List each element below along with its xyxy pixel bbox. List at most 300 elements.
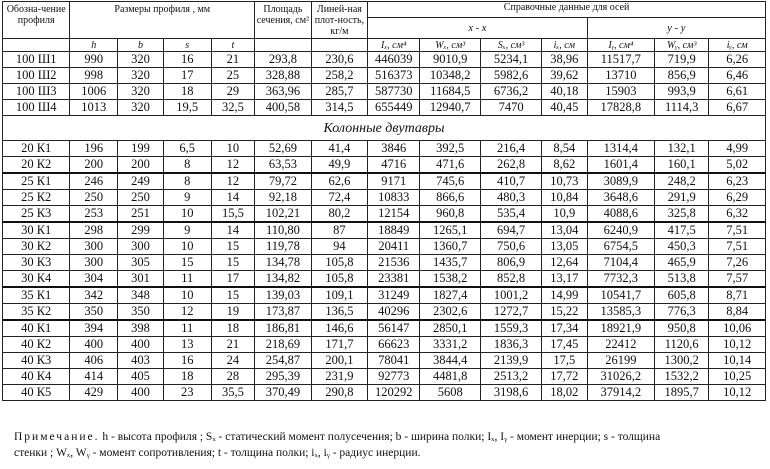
value-cell: 1265,1 [420,222,481,239]
value-cell: 11517,7 [587,52,654,68]
value-cell: 258,2 [311,68,368,84]
value-cell: 39,62 [542,68,588,84]
value-cell: 12 [211,173,255,190]
header-dims: Размеры профиля , мм [70,2,255,39]
profile-name-cell: 40 К2 [3,337,70,353]
value-cell: 92,18 [255,190,312,206]
value-cell: 852,8 [481,271,542,288]
header-blank-area [255,39,312,52]
profile-name-cell: 30 К2 [3,239,70,255]
value-cell: 320 [118,68,164,84]
value-cell: 15,5 [211,206,255,223]
value-cell: 403 [118,353,164,369]
value-cell: 10,12 [709,385,766,401]
header-axis-y: y - y [587,18,765,39]
value-cell: 251 [118,206,164,223]
value-cell: 32,5 [211,100,255,116]
value-cell: 78041 [368,353,420,369]
table-row [3,304,766,321]
value-cell: 305 [118,255,164,271]
value-cell: 250 [118,190,164,206]
value-cell: 1272,7 [481,304,542,321]
value-cell: 119,78 [255,239,312,255]
value-cell: 139,03 [255,287,312,304]
profile-name-cell: 100 Ш2 [3,68,70,84]
value-cell: 398 [118,320,164,337]
header-h: h [70,39,118,52]
value-cell: 370,49 [255,385,312,401]
value-cell: 1827,4 [420,287,481,304]
value-cell: 417,5 [655,222,709,239]
table-row [3,385,766,401]
value-cell: 12940,7 [420,100,481,116]
value-cell: 5608 [420,385,481,401]
value-cell: 9171 [368,173,420,190]
value-cell: 290,8 [311,385,368,401]
value-cell: 72,4 [311,190,368,206]
value-cell: 6,23 [709,173,766,190]
table-body-k [3,141,766,401]
value-cell: 990 [70,52,118,68]
value-cell: 6,61 [709,84,766,100]
table-row [3,206,766,223]
value-cell: 120292 [368,385,420,401]
value-cell: 694,7 [481,222,542,239]
value-cell: 6,67 [709,100,766,116]
value-cell: 1435,7 [420,255,481,271]
value-cell: 7,51 [709,222,766,239]
header-blank-density [311,39,368,52]
value-cell: 856,9 [655,68,709,84]
value-cell: 513,8 [655,271,709,288]
value-cell: 960,8 [420,206,481,223]
value-cell: 262,8 [481,157,542,174]
value-cell: 134,82 [255,271,312,288]
profile-name-cell: 35 К2 [3,304,70,321]
profile-name-cell: 40 К5 [3,385,70,401]
value-cell: 31249 [368,287,420,304]
value-cell: 41,4 [311,141,368,157]
value-cell: 285,7 [311,84,368,100]
value-cell: 10541,7 [587,287,654,304]
value-cell: 18 [211,320,255,337]
value-cell: 314,5 [311,100,368,116]
table-row [3,337,766,353]
value-cell: 328,88 [255,68,312,84]
value-cell: 3844,4 [420,353,481,369]
table-row [3,157,766,174]
value-cell: 1300,2 [655,353,709,369]
value-cell: 80,2 [311,206,368,223]
value-cell: 12154 [368,206,420,223]
value-cell: 196 [70,141,118,157]
value-cell: 17,34 [542,320,588,337]
value-cell: 29 [211,84,255,100]
value-cell: 392,5 [420,141,481,157]
value-cell: 35,5 [211,385,255,401]
value-cell: 363,96 [255,84,312,100]
header-iy: iᵧ, см [709,39,766,52]
value-cell: 40,18 [542,84,588,100]
value-cell: 18,02 [542,385,588,401]
value-cell: 134,78 [255,255,312,271]
table-row [3,353,766,369]
table-row [3,239,766,255]
header-b: b [118,39,164,52]
value-cell: 320 [118,84,164,100]
value-cell: 1314,4 [587,141,654,157]
value-cell: 12 [163,304,211,321]
value-cell: 246 [70,173,118,190]
value-cell: 350 [70,304,118,321]
value-cell: 109,1 [311,287,368,304]
value-cell: 304 [70,271,118,288]
profile-name-cell: 30 К1 [3,222,70,239]
value-cell: 16 [163,353,211,369]
value-cell: 1836,3 [481,337,542,353]
value-cell: 40,45 [542,100,588,116]
value-cell: 293,8 [255,52,312,68]
section-row-body [3,116,766,141]
value-cell: 5982,6 [481,68,542,84]
value-cell: 230,6 [311,52,368,68]
value-cell: 400 [70,337,118,353]
value-cell: 325,8 [655,206,709,223]
value-cell: 16 [163,52,211,68]
value-cell: 8 [163,173,211,190]
table-row [3,369,766,385]
value-cell: 7104,4 [587,255,654,271]
value-cell: 587730 [368,84,420,100]
value-cell: 5,02 [709,157,766,174]
value-cell: 231,9 [311,369,368,385]
value-cell: 17 [163,68,211,84]
value-cell: 94 [311,239,368,255]
value-cell: 146,6 [311,320,368,337]
value-cell: 105,8 [311,271,368,288]
value-cell: 300 [118,239,164,255]
value-cell: 465,9 [655,255,709,271]
value-cell: 6754,5 [587,239,654,255]
value-cell: 136,5 [311,304,368,321]
table-row [3,287,766,304]
value-cell: 14,99 [542,287,588,304]
value-cell: 400 [118,385,164,401]
value-cell: 92773 [368,369,420,385]
value-cell: 13,17 [542,271,588,288]
value-cell: 20411 [368,239,420,255]
header-linear-density: Линей-ная плот-ность, кг/м [311,2,368,39]
value-cell: 200 [70,157,118,174]
section-title: Колонные двутавры [3,116,766,141]
value-cell: 450,3 [655,239,709,255]
value-cell: 17 [211,271,255,288]
profile-name-cell: 25 К2 [3,190,70,206]
value-cell: 200 [118,157,164,174]
table-row [3,222,766,239]
value-cell: 4088,6 [587,206,654,223]
value-cell: 745,6 [420,173,481,190]
header-Iy: Iᵧ, см⁴ [587,39,654,52]
value-cell: 15 [211,287,255,304]
value-cell: 15 [211,255,255,271]
value-cell: 776,3 [655,304,709,321]
value-cell: 25 [211,68,255,84]
header-reference: Справочные данные для осей [368,2,766,18]
value-cell: 28 [211,369,255,385]
profile-name-cell: 25 К1 [3,173,70,190]
value-cell: 1001,2 [481,287,542,304]
value-cell: 993,9 [655,84,709,100]
footnote [14,429,764,461]
value-cell: 2302,6 [420,304,481,321]
value-cell: 516373 [368,68,420,84]
value-cell: 216,4 [481,141,542,157]
value-cell: 254,87 [255,353,312,369]
value-cell: 10,06 [709,320,766,337]
value-cell: 14 [211,190,255,206]
profile-name-cell: 40 К4 [3,369,70,385]
table-row [3,84,766,100]
value-cell: 13710 [587,68,654,84]
value-cell: 320 [118,100,164,116]
value-cell: 8,71 [709,287,766,304]
value-cell: 10,84 [542,190,588,206]
value-cell: 79,72 [255,173,312,190]
value-cell: 38,96 [542,52,588,68]
value-cell: 18849 [368,222,420,239]
profile-name-cell: 40 К3 [3,353,70,369]
table-row [3,173,766,190]
value-cell: 17,5 [542,353,588,369]
header-Ix: Iₓ, см⁴ [368,39,420,52]
header-t: t [211,39,255,52]
value-cell: 10 [163,206,211,223]
value-cell: 7470 [481,100,542,116]
value-cell: 6736,2 [481,84,542,100]
value-cell: 12,64 [542,255,588,271]
value-cell: 10 [211,141,255,157]
value-cell: 200,1 [311,353,368,369]
value-cell: 394 [70,320,118,337]
value-cell: 1006 [70,84,118,100]
value-cell: 19,5 [163,100,211,116]
value-cell: 1532,2 [655,369,709,385]
value-cell: 18 [163,369,211,385]
table-row [3,100,766,116]
value-cell: 1360,7 [420,239,481,255]
value-cell: 605,8 [655,287,709,304]
value-cell: 9 [163,222,211,239]
value-cell: 9 [163,190,211,206]
header-Wx: Wₓ, см³ [420,39,481,52]
value-cell: 348 [118,287,164,304]
note-label: Примечание. [14,431,100,443]
profile-name-cell: 25 К3 [3,206,70,223]
value-cell: 4716 [368,157,420,174]
value-cell: 132,1 [655,141,709,157]
value-cell: 17828,8 [587,100,654,116]
table-row [3,320,766,337]
value-cell: 253 [70,206,118,223]
value-cell: 6240,9 [587,222,654,239]
value-cell: 18 [163,84,211,100]
table-row [3,52,766,68]
value-cell: 10348,2 [420,68,481,84]
value-cell: 1114,3 [655,100,709,116]
value-cell: 3198,6 [481,385,542,401]
value-cell: 15 [163,255,211,271]
note-line1: h - высота профиля ; Sₓ - статический момент полусечения; b - ширина полки; Iₓ, Iᵧ - момент инерции; s - толщина [99,431,661,443]
value-cell: 446039 [368,52,420,68]
value-cell: 6,29 [709,190,766,206]
value-cell: 410,7 [481,173,542,190]
value-cell: 23381 [368,271,420,288]
value-cell: 102,21 [255,206,312,223]
value-cell: 173,87 [255,304,312,321]
value-cell: 6,26 [709,52,766,68]
value-cell: 10,14 [709,353,766,369]
value-cell: 15903 [587,84,654,100]
header-designation: Обозна-чение профиля [3,2,70,39]
header-units-row [3,39,766,52]
value-cell: 11 [163,271,211,288]
table-row [3,68,766,84]
value-cell: 186,81 [255,320,312,337]
profile-name-cell: 30 К4 [3,271,70,288]
value-cell: 15 [211,239,255,255]
value-cell: 10,12 [709,337,766,353]
value-cell: 429 [70,385,118,401]
profile-name-cell: 100 Ш4 [3,100,70,116]
value-cell: 7,26 [709,255,766,271]
value-cell: 13,05 [542,239,588,255]
value-cell: 405 [118,369,164,385]
value-cell: 10 [163,239,211,255]
value-cell: 414 [70,369,118,385]
table-row [3,271,766,288]
value-cell: 4,99 [709,141,766,157]
header-s: s [163,39,211,52]
value-cell: 8,62 [542,157,588,174]
value-cell: 655449 [368,100,420,116]
value-cell: 12 [211,157,255,174]
value-cell: 21 [211,52,255,68]
value-cell: 1120,6 [655,337,709,353]
value-cell: 13 [163,337,211,353]
header-blank [3,39,70,52]
value-cell: 8,84 [709,304,766,321]
note-line2: стенки ; Wₓ, Wᵧ - момент сопротивления; t - толщина полки; iₓ, iᵧ - радиус инерции. [14,447,421,459]
profile-table [2,1,766,401]
value-cell: 13585,3 [587,304,654,321]
value-cell: 3089,9 [587,173,654,190]
value-cell: 49,9 [311,157,368,174]
value-cell: 9010,9 [420,52,481,68]
value-cell: 31026,2 [587,369,654,385]
value-cell: 750,6 [481,239,542,255]
value-cell: 40296 [368,304,420,321]
profile-name-cell: 30 К3 [3,255,70,271]
value-cell: 300 [70,239,118,255]
value-cell: 22412 [587,337,654,353]
value-cell: 1601,4 [587,157,654,174]
value-cell: 26199 [587,353,654,369]
value-cell: 11684,5 [420,84,481,100]
value-cell: 110,80 [255,222,312,239]
value-cell: 7,51 [709,239,766,255]
value-cell: 3648,6 [587,190,654,206]
value-cell: 21536 [368,255,420,271]
value-cell: 471,6 [420,157,481,174]
value-cell: 10,73 [542,173,588,190]
value-cell: 6,32 [709,206,766,223]
value-cell: 320 [118,52,164,68]
profile-name-cell: 40 К1 [3,320,70,337]
value-cell: 4481,8 [420,369,481,385]
value-cell: 406 [70,353,118,369]
value-cell: 199 [118,141,164,157]
profile-name-cell: 35 К1 [3,287,70,304]
value-cell: 14 [211,222,255,239]
value-cell: 160,1 [655,157,709,174]
profile-name-cell: 20 К1 [3,141,70,157]
value-cell: 1538,2 [420,271,481,288]
value-cell: 10,25 [709,369,766,385]
value-cell: 806,9 [481,255,542,271]
value-cell: 300 [70,255,118,271]
value-cell: 52,69 [255,141,312,157]
value-cell: 218,69 [255,337,312,353]
value-cell: 8,54 [542,141,588,157]
value-cell: 998 [70,68,118,84]
profile-name-cell: 100 Ш3 [3,84,70,100]
value-cell: 248,2 [655,173,709,190]
value-cell: 2513,2 [481,369,542,385]
value-cell: 10,9 [542,206,588,223]
value-cell: 17,45 [542,337,588,353]
value-cell: 7,57 [709,271,766,288]
value-cell: 18921,9 [587,320,654,337]
header-axis-x: x - x [368,18,588,39]
value-cell: 3846 [368,141,420,157]
value-cell: 6,46 [709,68,766,84]
value-cell: 56147 [368,320,420,337]
value-cell: 535,4 [481,206,542,223]
value-cell: 291,9 [655,190,709,206]
value-cell: 6,5 [163,141,211,157]
value-cell: 350 [118,304,164,321]
value-cell: 17,72 [542,369,588,385]
value-cell: 249 [118,173,164,190]
header-Sx: Sₓ, см³ [481,39,542,52]
value-cell: 342 [70,287,118,304]
value-cell: 2139,9 [481,353,542,369]
value-cell: 866,6 [420,190,481,206]
value-cell: 301 [118,271,164,288]
value-cell: 480,3 [481,190,542,206]
header-ix: iₓ, см [542,39,588,52]
table-row [3,190,766,206]
header-area: Площадь сечения, см² [255,2,312,39]
value-cell: 719,9 [655,52,709,68]
profile-name-cell: 20 К2 [3,157,70,174]
value-cell: 105,8 [311,255,368,271]
value-cell: 2850,1 [420,320,481,337]
profile-name-cell: 100 Ш1 [3,52,70,68]
value-cell: 66623 [368,337,420,353]
value-cell: 1559,3 [481,320,542,337]
